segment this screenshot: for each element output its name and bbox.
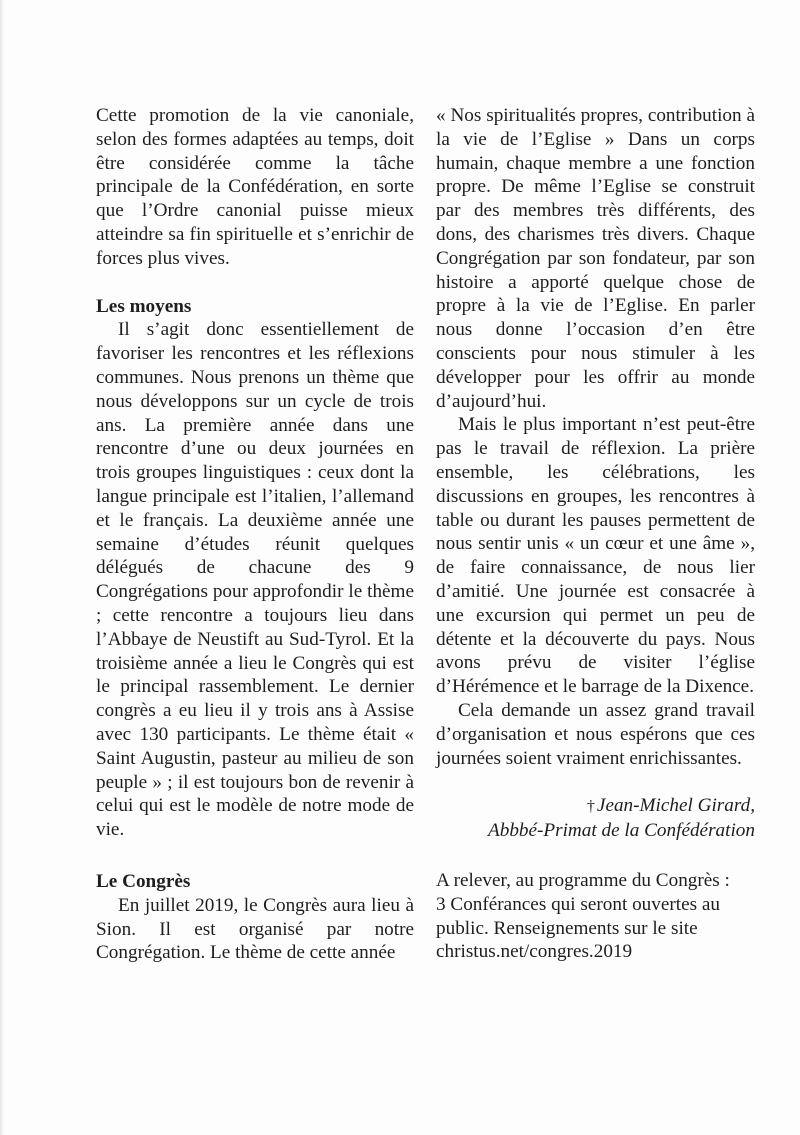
theme-paragraph: « Nos spiritualités propres, contribution à la vie de l’Eglise » Dans un corps humain, chaque membre a une fonction propre. De même l’Eglise se construit par des membres très différents, des dons, des charismes très divers. Chaque Congrégation par son fondateur, par son histoire a apporté quelque chose de propre à la vie de l’Eglise. En parler nous donne l’occasion d’en être conscients pour nous stimuler à les développer pour les offrir au monde d’aujourd’hui. <box>436 105 755 412</box>
congres-paragraph: En juillet 2019, le Congrès aura lieu à Sion. Il est organisé par notre Congrégation. Le thème de cette année <box>96 894 414 964</box>
priere-paragraph: Mais le plus important n’est peut-être pas le travail de réflexion. La prière ensemble, les célébrations, les discussions en groupes, les rencontres à table ou durant les pauses permettent de nous sentir unis « un cœur et une âme », de faire connaissance, de nous lier d’amitié. Une journée est consacrée à une excursion qui permet un peu de détente et la découverte du pays. Nous avons prévu de visiter l’église d’Hérémence et le barrage de la Dixence. <box>436 414 755 698</box>
cross-icon: † <box>586 798 595 816</box>
note-line-1: A relever, au programme du Congrès : <box>436 869 730 891</box>
left-column <box>96 104 414 965</box>
moyens-paragraph: Il s’agit donc essentiellement de favoriser les rencontres et les réflexions communes. Nous prenons un thème que nous développons sur un cycle de trois ans. La première année dans une rencontre d’une ou deux journées en trois groupes linguistiques : ceux dont la langue principale est l’italien, l’allemand et le français. La deuxième année une semaine d’études réunit quelques délégués de chacune des 9 Congrégations pour approfondir le thème ; cette rencontre a toujours lieu dans l’Abbaye de Neustift au Sud-Tyrol. Et la troisième année a lieu le Congrès qui est le principal rassemblement. Le dernier congrès a eu lieu il y trois ans à Assise avec 130 participants. Le thème était « Saint Augustin, pasteur au milieu de son peuple » ; il est toujours bon de revenir à celui qui est le modèle de notre mode de vie. <box>96 319 414 841</box>
page-edge-shadow <box>0 0 4 1135</box>
note-line-2: 3 Conférances qui seront ouvertes au public. Renseignements sur le site christus.net/congres.2019 <box>436 893 720 963</box>
congres-note <box>436 869 755 964</box>
signature-block <box>436 794 755 843</box>
signature-name: Jean-Michel Girard, <box>596 795 755 817</box>
moyens-heading: Les moyens <box>96 295 192 317</box>
signature-name-line <box>436 794 755 819</box>
organisation-paragraph: Cela demande un assez grand travail d’organisation et nous espérons que ces journées soient vraiment enrichissantes. <box>436 699 755 769</box>
signature-title: Abbbé-Primat de la Confédération <box>488 820 755 842</box>
intro-paragraph: Cette promotion de la vie canoniale, selon des formes adaptées au temps, doit être considérée comme la tâche principale de la Confédération, en sorte que l’Ordre canonial puisse mieux atteindre sa fin spirituelle et s’enrichir de forces plus vives. <box>96 105 414 269</box>
congres-heading: Le Congrès <box>96 870 191 892</box>
right-column <box>436 104 755 964</box>
